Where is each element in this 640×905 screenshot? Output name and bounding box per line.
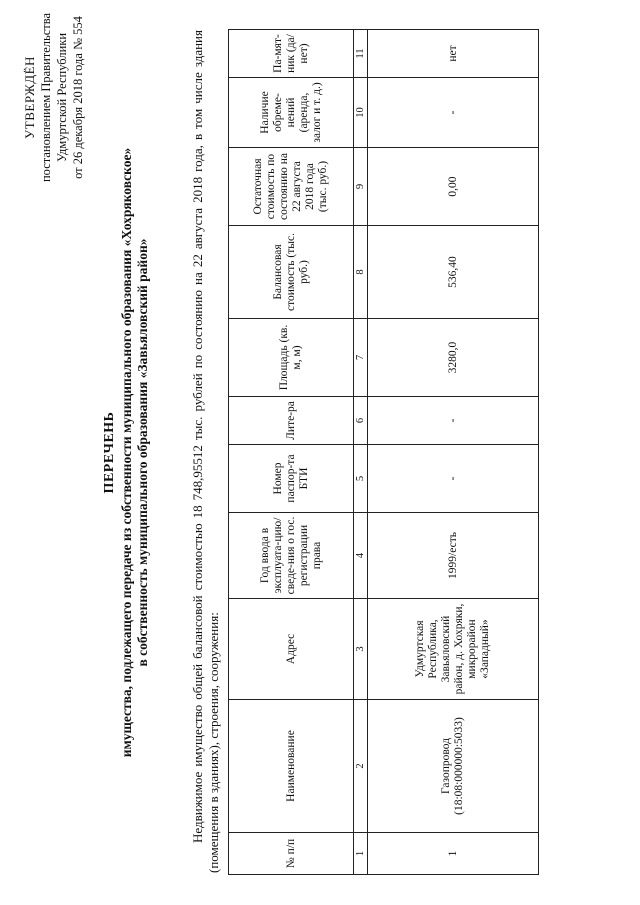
column-number: 4 [354,513,368,599]
column-number-row [354,30,368,875]
header-row [229,30,354,875]
header-cell: Наименование [229,700,354,833]
document-subtitle-1: имущества, подлежащего передаче из собственности муниципального образования «Хохряковское» [119,147,134,758]
header-cell: Номер паспор-та БТИ [229,445,354,513]
cell-monument: нет [368,30,539,78]
header-cell: Лите-ра [229,397,354,445]
cell-litera: - [368,397,539,445]
cell-index: 1 [368,833,539,875]
column-number: 1 [354,833,368,875]
cell-residual-value: 0,00 [368,148,539,226]
cell-address: Удмуртская Республика, Завьяловский район, д. Хохряки, микрорайон «Западный» [368,599,539,700]
header-cell: Адрес [229,599,354,700]
cell-name: Газопровод (18:08:000000:5033) [368,700,539,833]
header-cell: Па-мят-ник (да/ нет) [229,30,354,78]
header-cell: Балансовая стоимость (тыс. руб.) [229,226,354,319]
intro-paragraph: Недвижимое имущество общей балансовой стоимостью 18 748,95512 тыс. рублей по состоянию на 22 августа 2018 года, в том числе здания (помещения в зданиях), строения, сооружения: [190,30,221,873]
header-cell: Остаточная стоимость по состоянию на 22 августа 2018 года (тыс. руб.) [229,148,354,226]
column-number: 3 [354,599,368,700]
header-cell: Наличие обреме-нений (аренда, залог и т. д.) [229,78,354,148]
cell-balance-value: 536,40 [368,226,539,319]
approval-line-3: от 26 декабря 2018 года № 554 [71,16,85,179]
cell-year: 1999/есть [368,513,539,599]
property-table [228,29,539,875]
document-title: ПЕРЕЧЕНЬ [102,411,117,494]
header-cell: Год ввода в эксплуата-цию/сведе-ния о гос. регистрации права [229,513,354,599]
approval-line-1: постановлением Правительства [39,12,53,183]
approval-heading: УТВЕРЖДЁН [22,56,37,139]
column-number: 2 [354,700,368,833]
column-number: 9 [354,148,368,226]
header-cell: Площадь (кв. м, м) [229,319,354,397]
column-number: 10 [354,78,368,148]
column-number: 8 [354,226,368,319]
column-number: 5 [354,445,368,513]
header-cell: № п/п [229,833,354,875]
cell-area: 3280,0 [368,319,539,397]
document-subtitle-2: в собственность муниципального образования «Завьяловский район» [135,238,150,667]
table-row [368,30,539,875]
approval-line-2: Удмуртской Республики [55,32,69,163]
approval-stamp [22,10,86,185]
column-number: 11 [354,30,368,78]
column-number: 7 [354,319,368,397]
cell-encumbrance: - [368,78,539,148]
column-number: 6 [354,397,368,445]
cell-bti-passport: - [368,445,539,513]
